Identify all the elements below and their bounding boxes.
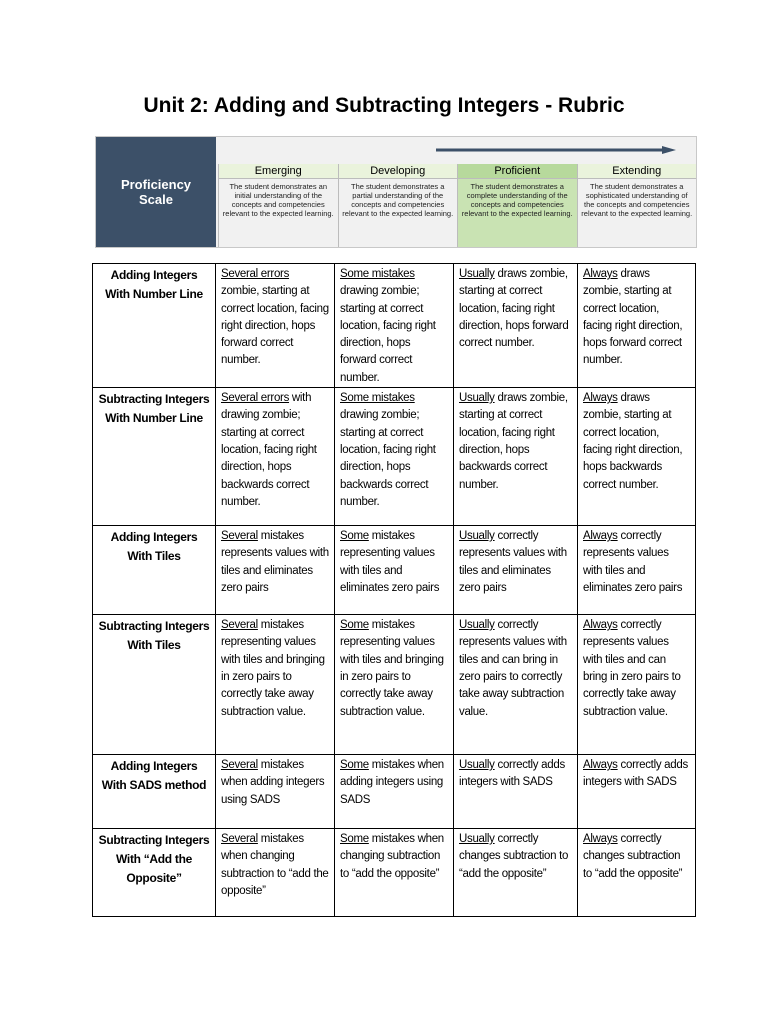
rubric-cell (454, 615, 578, 755)
rubric-cell (578, 829, 696, 917)
rubric-cell (335, 829, 454, 917)
scale-level-desc: The student demonstrates an initial understanding of the concepts and competencies relevant to the expected learning. (222, 182, 334, 218)
rubric-cell-text: correctly represents values with tiles and eliminates zero pairs (583, 530, 683, 594)
rubric-cell (578, 526, 696, 615)
rubric-cell-text: drawing zombie; starting at correct location, facing right direction, hops backwards correct number. (340, 409, 436, 508)
rubric-cell-text: mistakes representing values with tiles and bringing in zero pairs to correctly take away subtraction value. (221, 619, 325, 718)
rubric-cell-level: Some (340, 619, 369, 632)
rubric-cell (578, 388, 696, 526)
rubric-cell (335, 526, 454, 615)
rubric-cell-text: mistakes when changing subtraction to “add the opposite” (340, 833, 444, 880)
rubric-cell-level: Usually (459, 833, 495, 846)
rubric-cell (454, 829, 578, 917)
proficiency-scale-banner (95, 136, 697, 248)
rubric-cell-level: Several (221, 759, 258, 772)
scale-level-extending (577, 164, 697, 247)
rubric-cell-text: correctly changes subtraction to “add the opposite” (459, 833, 569, 880)
rubric-cell (335, 755, 454, 829)
rubric-cell (335, 388, 454, 526)
rubric-cell (454, 388, 578, 526)
rubric-cell-level: Usually (459, 759, 495, 772)
scale-level-desc: The student demonstrates a sophisticated understanding of the concepts and competencies relevant to the expected learning. (581, 182, 693, 218)
progress-arrow-icon (436, 146, 676, 154)
rubric-cell-text: mistakes representing values with tiles and bringing in zero pairs to correctly take away subtraction value. (340, 619, 444, 718)
rubric-cell-text: correctly represents values with tiles and can bring in zero pairs to correctly take away subtraction value. (459, 619, 567, 718)
rubric-row (93, 526, 696, 615)
rubric-cell (216, 388, 335, 526)
rubric-skill: Adding Integers With SADS method (93, 755, 216, 829)
rubric-cell-level: Several errors (221, 268, 290, 280)
rubric-cell-text: correctly represents values with tiles and can bring in zero pairs to correctly take away subtraction value. (583, 619, 681, 718)
page-title: Unit 2: Adding and Subtracting Integers - Rubric (143, 94, 625, 117)
rubric-row (93, 755, 696, 829)
rubric-cell (335, 615, 454, 755)
rubric-cell (216, 615, 335, 755)
rubric-cell (454, 755, 578, 829)
rubric-cell-text: mistakes representing values with tiles and eliminates zero pairs (340, 530, 440, 594)
scale-level-proficient (457, 164, 577, 247)
rubric-cell (335, 264, 454, 388)
rubric-cell-level: Some (340, 833, 369, 846)
rubric-cell-text: drawing zombie; starting at correct location, facing right direction, hops forward correct number. (340, 285, 436, 384)
rubric-row (93, 264, 696, 388)
rubric-row (93, 388, 696, 526)
rubric-cell-level: Several (221, 619, 258, 632)
rubric-cell-level: Always (583, 833, 618, 846)
scale-levels (218, 164, 696, 247)
rubric-skill: Subtracting Integers With Tiles (93, 615, 216, 755)
scale-level-name: Proficient (458, 164, 577, 179)
scale-level-name: Emerging (219, 164, 338, 179)
rubric-cell-text: correctly changes subtraction to “add the opposite” (583, 833, 683, 880)
rubric-row (93, 829, 696, 917)
rubric-cell-text: correctly adds integers with SADS (583, 759, 688, 789)
rubric-cell (454, 264, 578, 388)
rubric-table (92, 263, 696, 917)
scale-level-emerging (218, 164, 338, 247)
rubric-cell (216, 264, 335, 388)
scale-level-desc: The student demonstrates a complete understanding of the concepts and competencies relevant to the expected learning. (461, 182, 573, 218)
rubric-cell (578, 264, 696, 388)
rubric-cell-text: mistakes when adding integers using SADS (221, 759, 325, 806)
rubric-cell-level: Usually (459, 530, 495, 543)
rubric-cell-level: Several (221, 833, 258, 846)
rubric-cell-level: Some mistakes (340, 392, 415, 405)
scale-level-name: Extending (578, 164, 697, 179)
rubric-cell-text: mistakes represents values with tiles and eliminates zero pairs (221, 530, 329, 594)
rubric-cell-level: Always (583, 530, 618, 543)
rubric-cell-text: mistakes when changing subtraction to “add the opposite” (221, 833, 329, 897)
rubric-cell-text: zombie, starting at correct location, facing right direction, hops forward correct number. (221, 285, 329, 367)
rubric-cell-level: Always (583, 392, 618, 405)
rubric-cell (216, 755, 335, 829)
rubric-skill: Subtracting Integers With “Add the Opposite” (93, 829, 216, 917)
rubric-cell-level: Usually (459, 619, 495, 632)
rubric-cell-level: Usually (459, 268, 495, 280)
rubric-skill: Adding Integers With Tiles (93, 526, 216, 615)
rubric-row (93, 615, 696, 755)
rubric-cell-text: mistakes when adding integers using SADS (340, 759, 444, 806)
rubric-cell-text: correctly represents values with tiles and eliminates zero pairs (459, 530, 567, 594)
scale-label-line1: Proficiency (120, 177, 192, 192)
rubric-body (93, 264, 696, 917)
rubric-cell-level: Usually (459, 392, 495, 405)
rubric-cell (216, 526, 335, 615)
rubric-cell-level: Some mistakes (340, 268, 415, 280)
rubric-cell-level: Always (583, 619, 618, 632)
rubric-cell-level: Always (583, 268, 618, 280)
rubric-cell-text: draws zombie, starting at correct location, facing right direction, hops forward correct number. (459, 268, 569, 350)
rubric-cell-text: with drawing zombie; starting at correct location, facing right direction, hops backwards correct number. (221, 392, 317, 508)
rubric-skill: Subtracting Integers With Number Line (93, 388, 216, 526)
scale-level-developing (338, 164, 458, 247)
rubric-cell-text: draws zombie, starting at correct location, facing right direction, hops backwards correct number. (459, 392, 568, 491)
proficiency-scale-label (96, 137, 216, 247)
rubric-cell-level: Several errors (221, 392, 290, 405)
rubric-cell (578, 615, 696, 755)
rubric-cell-text: draws zombie, starting at correct location, facing right direction, hops forward correct number. (583, 268, 683, 367)
rubric-cell-text: draws zombie, starting at correct location, facing right direction, hops backwards correct number. (583, 392, 683, 491)
rubric-cell (216, 829, 335, 917)
scale-level-name: Developing (339, 164, 458, 179)
scale-label-line2: Scale (139, 192, 173, 207)
rubric-cell-level: Some (340, 759, 369, 772)
scale-level-desc: The student demonstrates a partial understanding of the concepts and competencies relevant to the expected learning. (342, 182, 454, 218)
rubric-cell-level: Some (340, 530, 369, 543)
rubric-cell-level: Several (221, 530, 258, 543)
rubric-cell (578, 755, 696, 829)
rubric-skill: Adding Integers With Number Line (93, 264, 216, 388)
rubric-cell-level: Always (583, 759, 618, 772)
rubric-cell-text: correctly adds integers with SADS (459, 759, 565, 789)
rubric-cell (454, 526, 578, 615)
